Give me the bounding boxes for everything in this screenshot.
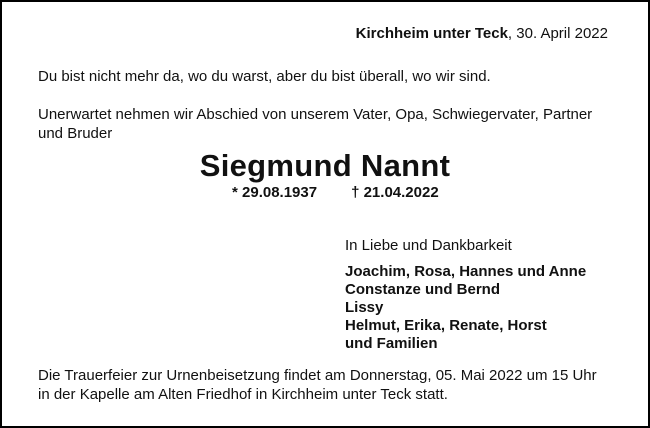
mourner-line: Helmut, Erika, Renate, Horst — [345, 317, 547, 334]
mourner-line: Joachim, Rosa, Hannes und Anne — [345, 263, 587, 280]
dateline-date: , 30. April 2022 — [507, 25, 608, 42]
memorial-quote: Du bist nicht mehr da, wo du warst, aber du bist überall, wo wir sind. — [38, 68, 491, 85]
closing-phrase: In Liebe und Dankbarkeit — [345, 237, 512, 254]
mourner-line: Lissy — [345, 299, 384, 316]
dateline — [356, 25, 608, 42]
intro-text: Unerwartet nehmen wir Abschied von unserem Vater, Opa, Schwiegervater, Partner und Bruder — [38, 106, 593, 142]
ceremony-line-2: in der Kapelle am Alten Friedhof in Kirchheim unter Teck statt. — [38, 386, 448, 403]
life-dates — [232, 184, 439, 201]
mourner-line: und Familien — [345, 335, 438, 352]
death-date: † 21.04.2022 — [351, 184, 439, 201]
dateline-place: Kirchheim unter Teck — [355, 25, 508, 42]
mourners-list — [345, 263, 586, 353]
ceremony-line-1: Die Trauerfeier zur Urnenbeisetzung findet am Donnerstag, 05. Mai 2022 um 15 Uhr — [38, 367, 597, 384]
birth-date: * 29.08.1937 — [232, 184, 318, 201]
mourner-line: Constanze und Bernd — [345, 281, 501, 298]
deceased-name: Siegmund Nannt — [199, 148, 451, 183]
ceremony-info — [38, 366, 623, 404]
